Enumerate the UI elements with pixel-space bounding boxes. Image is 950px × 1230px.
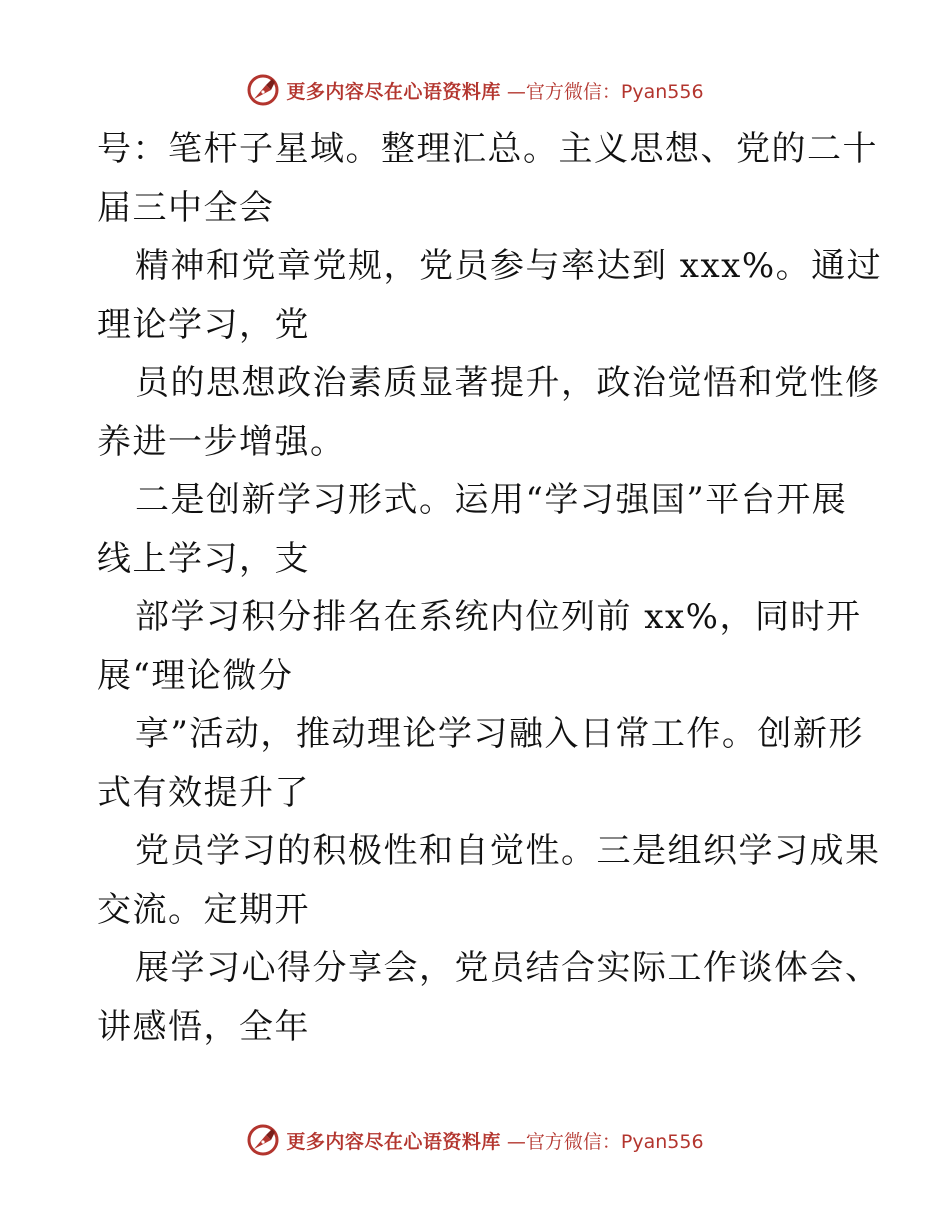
text-line: 届三中全会 <box>97 187 275 228</box>
text-line: 部学习积分排名在系统内位列前 xx%，同时开 <box>135 597 862 637</box>
text-line: 二是创新学习形式。运用“学习强国”平台开展 <box>135 480 848 520</box>
text-line: 讲感悟，全年 <box>97 1006 310 1047</box>
pen-nib-circle-icon <box>246 1123 280 1157</box>
header-brand-text: 更多内容尽在心语资料库 <box>286 80 501 103</box>
text-line: 精神和党章党规，党员参与率达到 xxx%。通过 <box>135 246 883 286</box>
text-line: 养进一步增强。 <box>97 421 346 462</box>
text-line: 交流。定期开 <box>97 889 310 930</box>
footer-banner <box>0 1120 950 1160</box>
text-line: 线上学习，支 <box>97 538 310 579</box>
text-line: 员的思想政治素质显著提升，政治觉悟和党性修 <box>135 363 881 403</box>
pen-nib-circle-icon <box>246 73 280 107</box>
header-banner <box>0 70 950 110</box>
footer-contact-text: —官方微信：Pyan556 <box>506 1130 704 1153</box>
text-line: 展学习心得分享会，党员结合实际工作谈体会、 <box>135 948 881 988</box>
text-line: 式有效提升了 <box>97 772 310 813</box>
document-body <box>97 120 883 1056</box>
footer-brand-text: 更多内容尽在心语资料库 <box>286 1130 501 1153</box>
text-line: 享”活动，推动理论学习融入日常工作。创新形 <box>135 714 864 754</box>
text-line: 党员学习的积极性和自觉性。三是组织学习成果 <box>135 831 881 871</box>
text-line: 理论学习，党 <box>97 304 310 345</box>
text-line: 号：笔杆子星域。整理汇总。主义思想、党的二十 <box>97 129 878 169</box>
header-contact-text: —官方微信：Pyan556 <box>506 80 704 103</box>
text-line: 展“理论微分 <box>97 655 294 696</box>
